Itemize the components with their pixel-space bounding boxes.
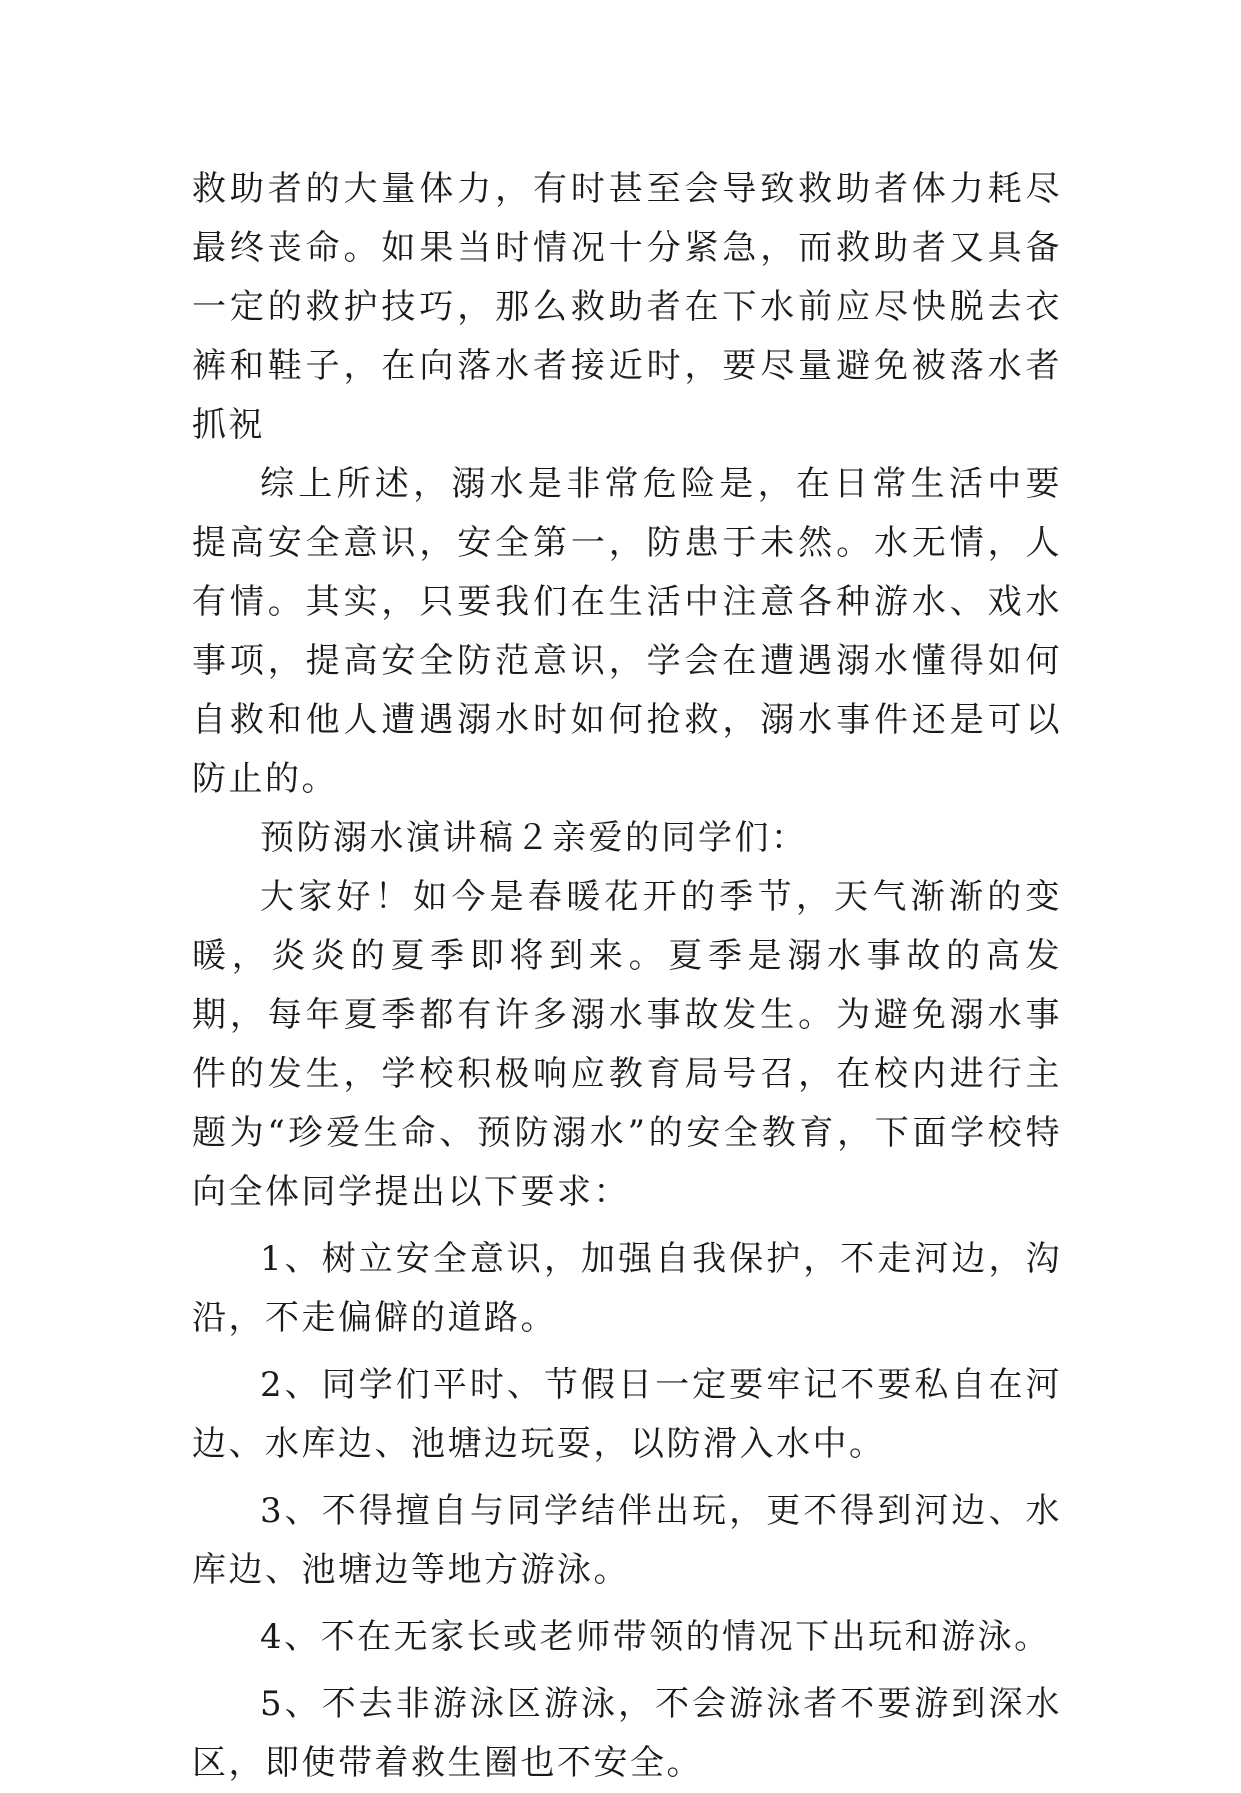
requirement-item-3: 3、不得擅自与同学结伴出玩，更不得到河边、水库边、池塘边等地方游泳。 <box>192 1491 1062 1590</box>
document-body <box>192 160 1062 1793</box>
paragraph-summary: 综上所述，溺水是非常危险是，在日常生活中要提高安全意识，安全第一，防患于未然。水无情，人有情。其实，只要我们在生活中注意各种游水、戏水事项，提高安全防范意识，学会在遭遇溺水懂得如何自救和他人遭遇溺水时如何抢救，溺水事件还是可以防止的。 <box>192 464 1062 799</box>
requirement-item-4: 4、不在无家长或老师带领的情况下出玩和游泳。 <box>260 1617 1051 1657</box>
requirement-item-1: 1、树立安全意识，加强自我保护，不走河边，沟沿，不走偏僻的道路。 <box>192 1239 1062 1338</box>
speech-heading: 预防溺水演讲稿２亲爱的同学们： <box>260 818 808 858</box>
paragraph-greeting: 大家好！如今是春暖花开的季节，天气渐渐的变暖，炎炎的夏季即将到来。夏季是溺水事故的高发期，每年夏季都有许多溺水事故发生。为避免溺水事件的发生，学校积极响应教育局号召，在校内进行主题为“珍爱生命、预防溺水”的安全教育，下面学校特向全体同学提出以下要求： <box>192 877 1062 1212</box>
requirement-item-2: 2、同学们平时、节假日一定要牢记不要私自在河边、水库边、池塘边玩耍，以防滑入水中。 <box>192 1365 1062 1464</box>
requirement-item-5: 5、不去非游泳区游泳，不会游泳者不要游到深水区，即使带着救生圈也不安全。 <box>192 1684 1062 1783</box>
paragraph-rescue-continuation: 救助者的大量体力，有时甚至会导致救助者体力耗尽最终丧命。如果当时情况十分紧急，而救助者又具备一定的救护技巧，那么救助者在下水前应尽快脱去衣裤和鞋子，在向落水者接近时，要尽量避免被落水者抓祝 <box>192 169 1062 445</box>
